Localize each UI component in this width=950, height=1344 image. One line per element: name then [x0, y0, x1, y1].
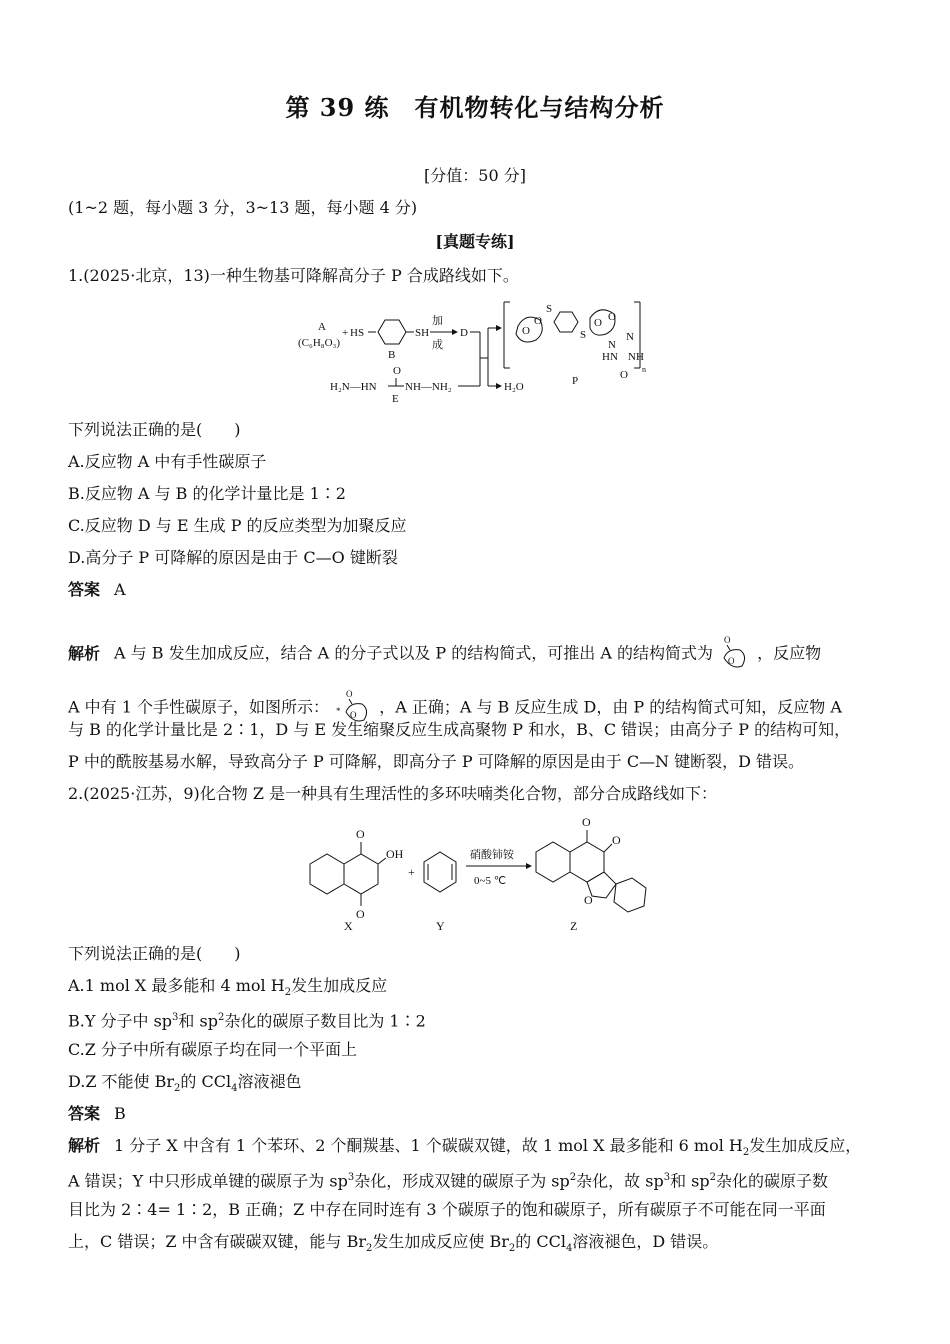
q2-option-b [68, 1008, 888, 1031]
x-quinone-ring [344, 854, 378, 894]
z-cyclohexene-ring [614, 878, 646, 912]
p-ring-o4: O [608, 311, 616, 323]
p-ring-o3: O [594, 317, 602, 329]
q1-option-a: A.反应物 A 中有手性碳原子 [68, 452, 267, 471]
carbonyl-o: O [393, 365, 401, 377]
q2-an-2d: 和 sp [670, 1171, 710, 1191]
q2-an-4b: 发生加成反应使 Br [372, 1232, 509, 1251]
q2-plus: + [408, 865, 415, 879]
structure-A-image [718, 634, 752, 674]
x-oh: OH [386, 847, 404, 861]
hydrazide-right: NH—NH₂ [405, 381, 452, 393]
q2-analysis-line1 [68, 1136, 888, 1163]
q2-option-d-text2: 的 CCl [180, 1072, 232, 1091]
chiral-o2: O [350, 710, 357, 720]
q2-an-2: A 错误；Y 中只形成单键的碳原子为 sp [68, 1171, 348, 1191]
p-s2: S [580, 329, 587, 341]
q2-an-1-sub: 2 [742, 1147, 750, 1159]
q1-option-c: C.反应物 D 与 E 生成 P 的反应类型为加聚反应 [68, 516, 407, 535]
water-product: H₂O [504, 381, 524, 393]
q2-an-2e: 杂化的碳原子数 [715, 1171, 828, 1191]
formula-A: (C₆H₈O₃) [298, 337, 341, 349]
q1-analysis-text1: A 与 B 发生加成反应，结合 A 的分子式以及 P 的结构简式，可推出 A 的结构简式为 [114, 643, 713, 663]
q2-an-1b: 发生加成反应， [749, 1136, 862, 1155]
z-o-top: O [582, 815, 591, 829]
q2-option-b-text: B.Y 分子中 sp [68, 1011, 173, 1031]
plus-sign: + [342, 327, 349, 339]
q1-answer-label: 答案 [68, 580, 101, 599]
q2-an-4-sub3: 4 [565, 1243, 573, 1255]
label-A: A [318, 321, 326, 333]
reagent: 硝酸铈铵 [470, 849, 514, 861]
q2-option-a-sub: 2 [284, 987, 292, 999]
label-Y: Y [436, 919, 445, 933]
q2-option-a-text2: 发生加成反应 [291, 976, 388, 995]
q2-option-a-text: A.1 mol X 最多能和 4 mol H [68, 976, 285, 995]
label-P: P [572, 375, 579, 387]
p-n2: N [626, 331, 634, 343]
q2-answer [68, 1104, 888, 1124]
q2-option-a [68, 976, 888, 1003]
benzene-ring-B [378, 320, 406, 344]
x-o-bottom: O [356, 907, 365, 921]
q1-analysis-text3: A 中有 1 个手性碳原子，如图所示： [68, 697, 329, 717]
q2-an-2b: 杂化，形成双键的碳原子为 sp [354, 1171, 570, 1191]
p-hn: HN [602, 351, 618, 363]
label-Z: Z [570, 919, 578, 933]
p-subscript-n: n [642, 365, 646, 374]
q2-option-b-sup1: 3 [172, 1012, 179, 1023]
q2-option-b-text3: 杂化的碳原子数目比为 1∶2 [224, 1011, 426, 1031]
p-carbonyl-o: O [620, 369, 628, 381]
hs-group: HS [350, 327, 365, 339]
q2-an-2-sup2: 2 [569, 1172, 577, 1183]
q1-analysis-text4: ，A 正确；A 与 B 反应生成 D，由 P 的结构简式可知，反应物 A [379, 697, 842, 717]
q2-synthesis-scheme [300, 812, 660, 934]
q1-analysis-text2: ，反应物 [757, 643, 822, 663]
q1-analysis-label: 解析 [68, 643, 101, 663]
q1-option-b: B.反应物 A 与 B 的化学计量比是 1∶2 [68, 484, 346, 503]
q2-an-4c: 的 CCl [515, 1232, 566, 1251]
chiral-o1: O [346, 689, 353, 699]
label-X: X [344, 919, 353, 933]
q1-option-d: D.高分子 P 可降解的原因是由于 C—O 键断裂 [68, 548, 398, 567]
q2-an-2-sup3: 3 [663, 1172, 671, 1183]
q1-analysis-line1 [68, 634, 888, 674]
p-n1: N [608, 339, 616, 351]
reaction-bottom: 成 [432, 339, 443, 351]
z-benzene-ring [536, 842, 570, 882]
label-E: E [392, 393, 399, 405]
score-note: (1~2 题，每小题 3 分，3~13 题，每小题 4 分) [68, 198, 418, 217]
q2-option-d-text3: 溶液褪色 [237, 1072, 302, 1091]
x-benzene-ring [310, 854, 344, 894]
section-heading: [真题专练] [435, 232, 515, 251]
q1-stem: 1.(2025·北京，13)一种生物基可降解高分子 P 合成路线如下。 [68, 266, 519, 285]
z-o-furan: O [584, 893, 593, 907]
q2-an-2-sup4: 2 [709, 1172, 716, 1183]
q2-option-d-sub1: 2 [174, 1083, 181, 1095]
z-o-right: O [612, 833, 621, 847]
z-quinone-ring [570, 842, 604, 882]
q2-an-2-sup: 3 [347, 1172, 355, 1183]
x-o-top: O [356, 827, 365, 841]
y-ring [424, 852, 456, 892]
q1-answer-value: A [114, 580, 126, 599]
p-ring-o1: O [522, 325, 530, 337]
q2-an-4-sub: 2 [366, 1243, 373, 1255]
q2-option-d [68, 1072, 888, 1099]
q2-analysis-line3: 目比为 2∶4= 1∶2，B 正确；Z 中存在同时连有 3 个碳原子的饱和碳原子，所有碳原子不可能在同一平面 [68, 1200, 826, 1219]
q2-an-4-sub2: 2 [508, 1243, 516, 1255]
q1-answer [68, 580, 888, 600]
p-s1: S [546, 303, 553, 315]
q2-option-b-sup2: 2 [217, 1012, 225, 1023]
q2-an-1: 1 分子 X 中含有 1 个苯环、2 个酮羰基、1 个碳碳双键，故 1 mol X 最多能和 6 mol H [114, 1136, 743, 1155]
p-nh: NH [628, 351, 644, 363]
p-ring-o2: O [534, 315, 542, 327]
q2-analysis-label: 解析 [68, 1136, 101, 1155]
q2-answer-label: 答案 [68, 1104, 101, 1123]
reaction-top: 加 [432, 315, 443, 327]
q1-analysis-line4: P 中的酰胺基易水解，导致高分子 P 可降解，即高分子 P 可降解的原因是由于 C—N 键断裂，D 错误。 [68, 752, 805, 771]
label-B: B [388, 349, 396, 361]
q2-an-2c: 杂化，故 sp [576, 1171, 664, 1191]
q2-option-d-text: D.Z 不能使 Br [68, 1072, 175, 1091]
q2-an-4d: 溶液褪色，D 错误。 [572, 1232, 719, 1251]
label-D: D [460, 327, 468, 339]
score-line: [分值：50 分] [424, 166, 526, 185]
q2-analysis-line2 [68, 1168, 888, 1191]
q2-option-c: C.Z 分子中所有碳原子均在同一个平面上 [68, 1040, 357, 1059]
page-title: 第 39 练 有机物转化与结构分析 [285, 93, 665, 122]
q2-answer-value: B [114, 1104, 126, 1123]
q2-prompt: 下列说法正确的是( ) [68, 944, 241, 963]
q1-analysis-line3: 与 B 的化学计量比是 2∶1，D 与 E 发生缩聚反应生成高聚物 P 和水，B、C 错误；由高分子 P 的结构可知， [68, 720, 851, 739]
struct-a-o1: O [724, 635, 731, 645]
struct-a-o2: O [728, 656, 735, 666]
hydrazide-left: H₂N—HN [330, 381, 377, 393]
q2-stem: 2.(2025·江苏，9)化合物 Z 是一种具有生理活性的多环呋喃类化合物，部分合成路线如下： [68, 784, 718, 803]
q2-option-d-sub2: 4 [231, 1083, 238, 1095]
q2-an-4: 上，C 错误；Z 中含有碳碳双键，能与 Br [68, 1232, 367, 1251]
q2-option-b-text2: 和 sp [178, 1011, 218, 1031]
q1-synthesis-scheme [290, 298, 670, 408]
p-benzene [554, 312, 578, 332]
q2-analysis-line4 [68, 1232, 888, 1259]
sh-group: SH [415, 327, 430, 339]
condition: 0~5 ℃ [474, 875, 507, 887]
chiral-star: * [336, 706, 341, 716]
q1-prompt: 下列说法正确的是( ) [68, 420, 241, 439]
